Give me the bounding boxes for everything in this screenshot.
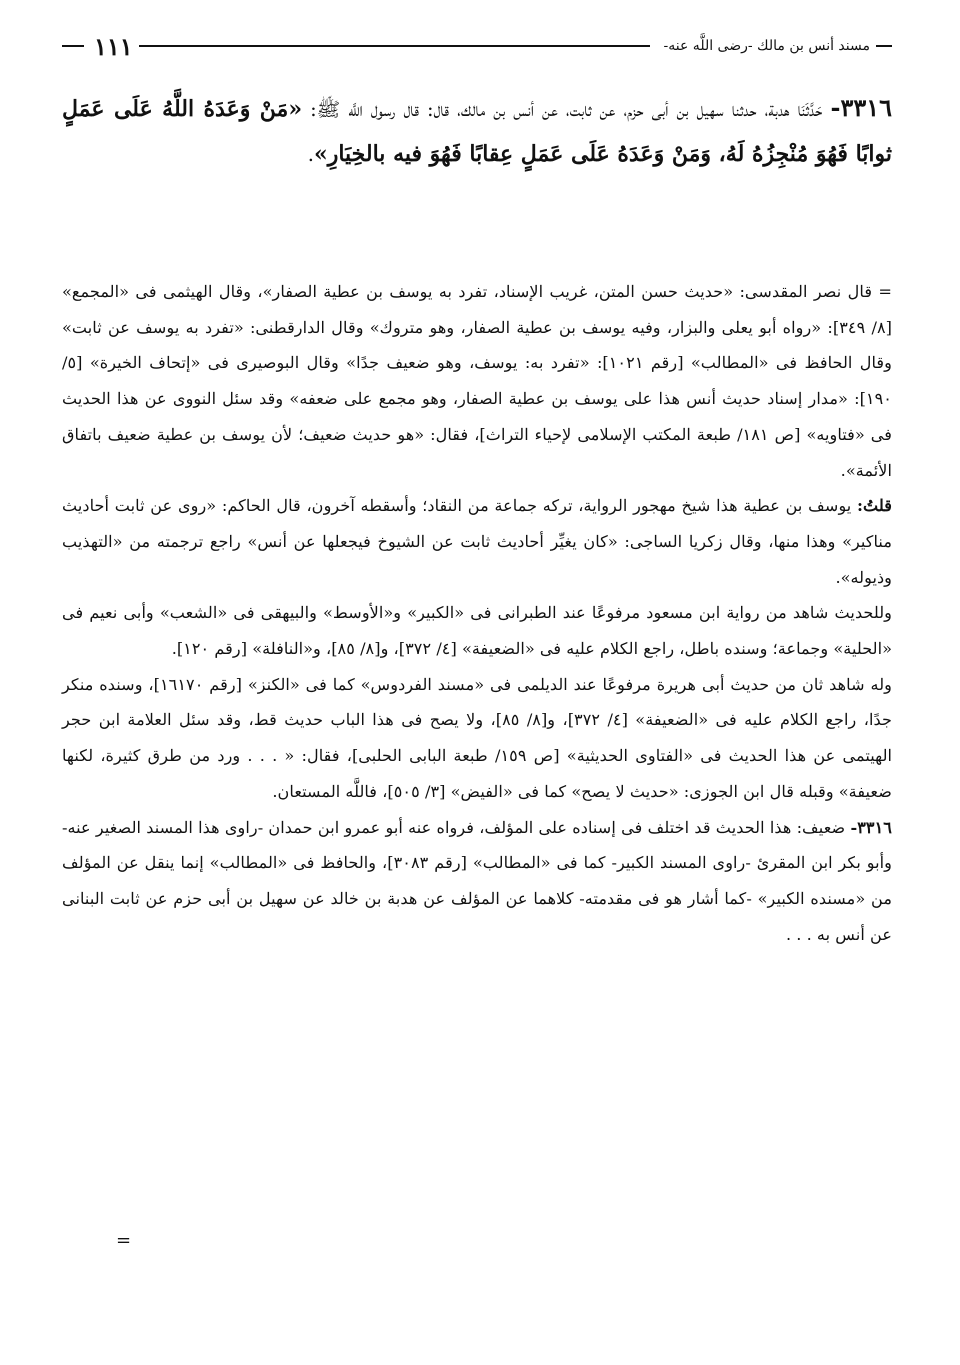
footnote-paragraph-4: وله شاهد ثان من حديث أبى هريرة مرفوعًا عند الديلمى فى «مسند الفردوس» كما فى «الكنز» [رقم ١٦١٧٠]، وسنده منكر جدًا، راجع الكلام عليه فى «الضعيفة» [٤/ ٣٧٢]، و[٨/ ٨٥]، ولا يصح فى هذا الباب حديث قط، وقد سئل العلامة ابن حجر الهيتمى عن هذا الحديث فى «الفتاوى الحديثية» [ص ١٥٩/ طبعة البابى الحلبى]، فقال: « . . . ورد من طرق كثيرة، لكنها ضعيفة» وقبله قال ابن الجوزى: «حديث لا يصح» كما فى «الفيض» [٣/ ٥٠٥]، فاللَّه المستعان. — [62, 674, 893, 801]
page-header — [62, 26, 892, 66]
hadith-isnad: حَدَّثَنَا هدبة، حدثنا سهيل بن أبى حزم، عن ثابت، عن أنس بن مالك، قال: قال رسول اللَّه ﷺ: — [310, 98, 823, 121]
footnote-5-lead: ٣٣١٦- — [850, 817, 892, 837]
footnote-paragraph-2 — [62, 488, 892, 595]
footnote-paragraph-1: = قال نصر المقدسى: «حديث حسن المتن، غريب الإسناد، تفرد به يوسف بن عطية الصفار»، وقال الهيثمى فى «المجمع» [٨/ ٣٤٩]: «رواه أبو يعلى والبزار، وفيه يوسف بن عطية الصفار، وهو متروك» وقال الدارقطنى: «تفرد به يوسف عن ثابت» وقال الحافظ فى «المطالب» [رقم ١٠٢١]: «تفرد به: يوسف، وهو ضعيف جدًا» وقال البوصيرى فى «إتحاف الخيرة» [٥/ ١٩٠]: «مدار إسناد حديث أنس هذا على يوسف بن عطية الصفار، وهو مجمع على ضعفه» وقد سئل النووى عن هذا الحديث فى «فتاويه» [ص ١٨١/ طبعة المكتب الإسلامى لإحياء التراث]، فقال: «هو حديث ضعيف؛ لأن يوسف بن عطية ضعيف باتفاق الأئمة». — [62, 282, 893, 480]
footnote-2-text: يوسف بن عطية هذا شيخ مهجور الرواية، تركه جماعة من النقاد؛ وأسقطه آخرون، قال الحاكم: «روى عن ثابت أحاديث مناكير» وهذا منها، وقال زكريا الساجى: «كان يغيِّر أحاديث ثابت عن الشيوخ فيجعلها عن أنس» راجع ترجمته من «التهذيب وذيوله». — [62, 496, 892, 587]
continuation-mark: = — [116, 1230, 132, 1251]
hadith-matn: «مَنْ وَعَدَهُ اللَّهُ عَلَى عَمَلٍ ثوابًا فَهُوَ مُنْجِزُهُ لَهُ، وَمَنْ وَعَدَهُ عَلَى عَمَلٍ عِقابًا فَهُوَ فيه بالخِيَارِ» — [62, 96, 892, 167]
footnote-paragraph-5 — [62, 810, 892, 953]
hadith-end: . — [307, 143, 314, 166]
footnote-paragraph-3: وللحديث شاهد من رواية ابن مسعود مرفوعًا عند الطبرانى فى «الكبير» و«الأوسط» والبيهقى فى «الشعب» وأبى نعيم فى «الحلية» وجماعة؛ وسنده باطل، راجع الكلام عليه فى «الضعيفة» [٤/ ٣٧٢]، و[٨/ ٨٥]، و«النافلة» [رقم ١٢٠]. — [62, 603, 892, 659]
hadith-text — [62, 86, 892, 177]
running-title: مسند أنس بن مالك -رضى اللَّه عنه- — [663, 38, 870, 54]
hadith-paragraph — [62, 86, 892, 177]
page-number: ١١١ — [94, 31, 133, 61]
header-rule — [139, 45, 650, 47]
footnote-5-text: ضعيف: هذا الحديث قد اختلف فى إسناده على المؤلف، فرواه عنه أبو عمرو ابن حمدان -راوى هذا المسند الصغير عنه- وأبو بكر ابن المقرئ -راوى المسند الكبير- كما فى «المطالب» [رقم ٣٠٨٣]، والحافظ فى «المطالب» إنما ينقل عن المؤلف من «مسنده الكبير» -كما أشار هو فى مقدمته- كلاهما عن المؤلف عن هدبة بن خالد عن سهيل بن أبى حزم عن ثابت البنانى عن أنس به . . . — [62, 817, 892, 944]
footnote-2-lead: قلتُ: — [857, 496, 892, 516]
header-dash-left — [62, 45, 84, 47]
hadith-number: ٣٣١٦- — [830, 93, 892, 122]
footnotes — [62, 274, 892, 952]
header-dash-right — [876, 45, 892, 47]
